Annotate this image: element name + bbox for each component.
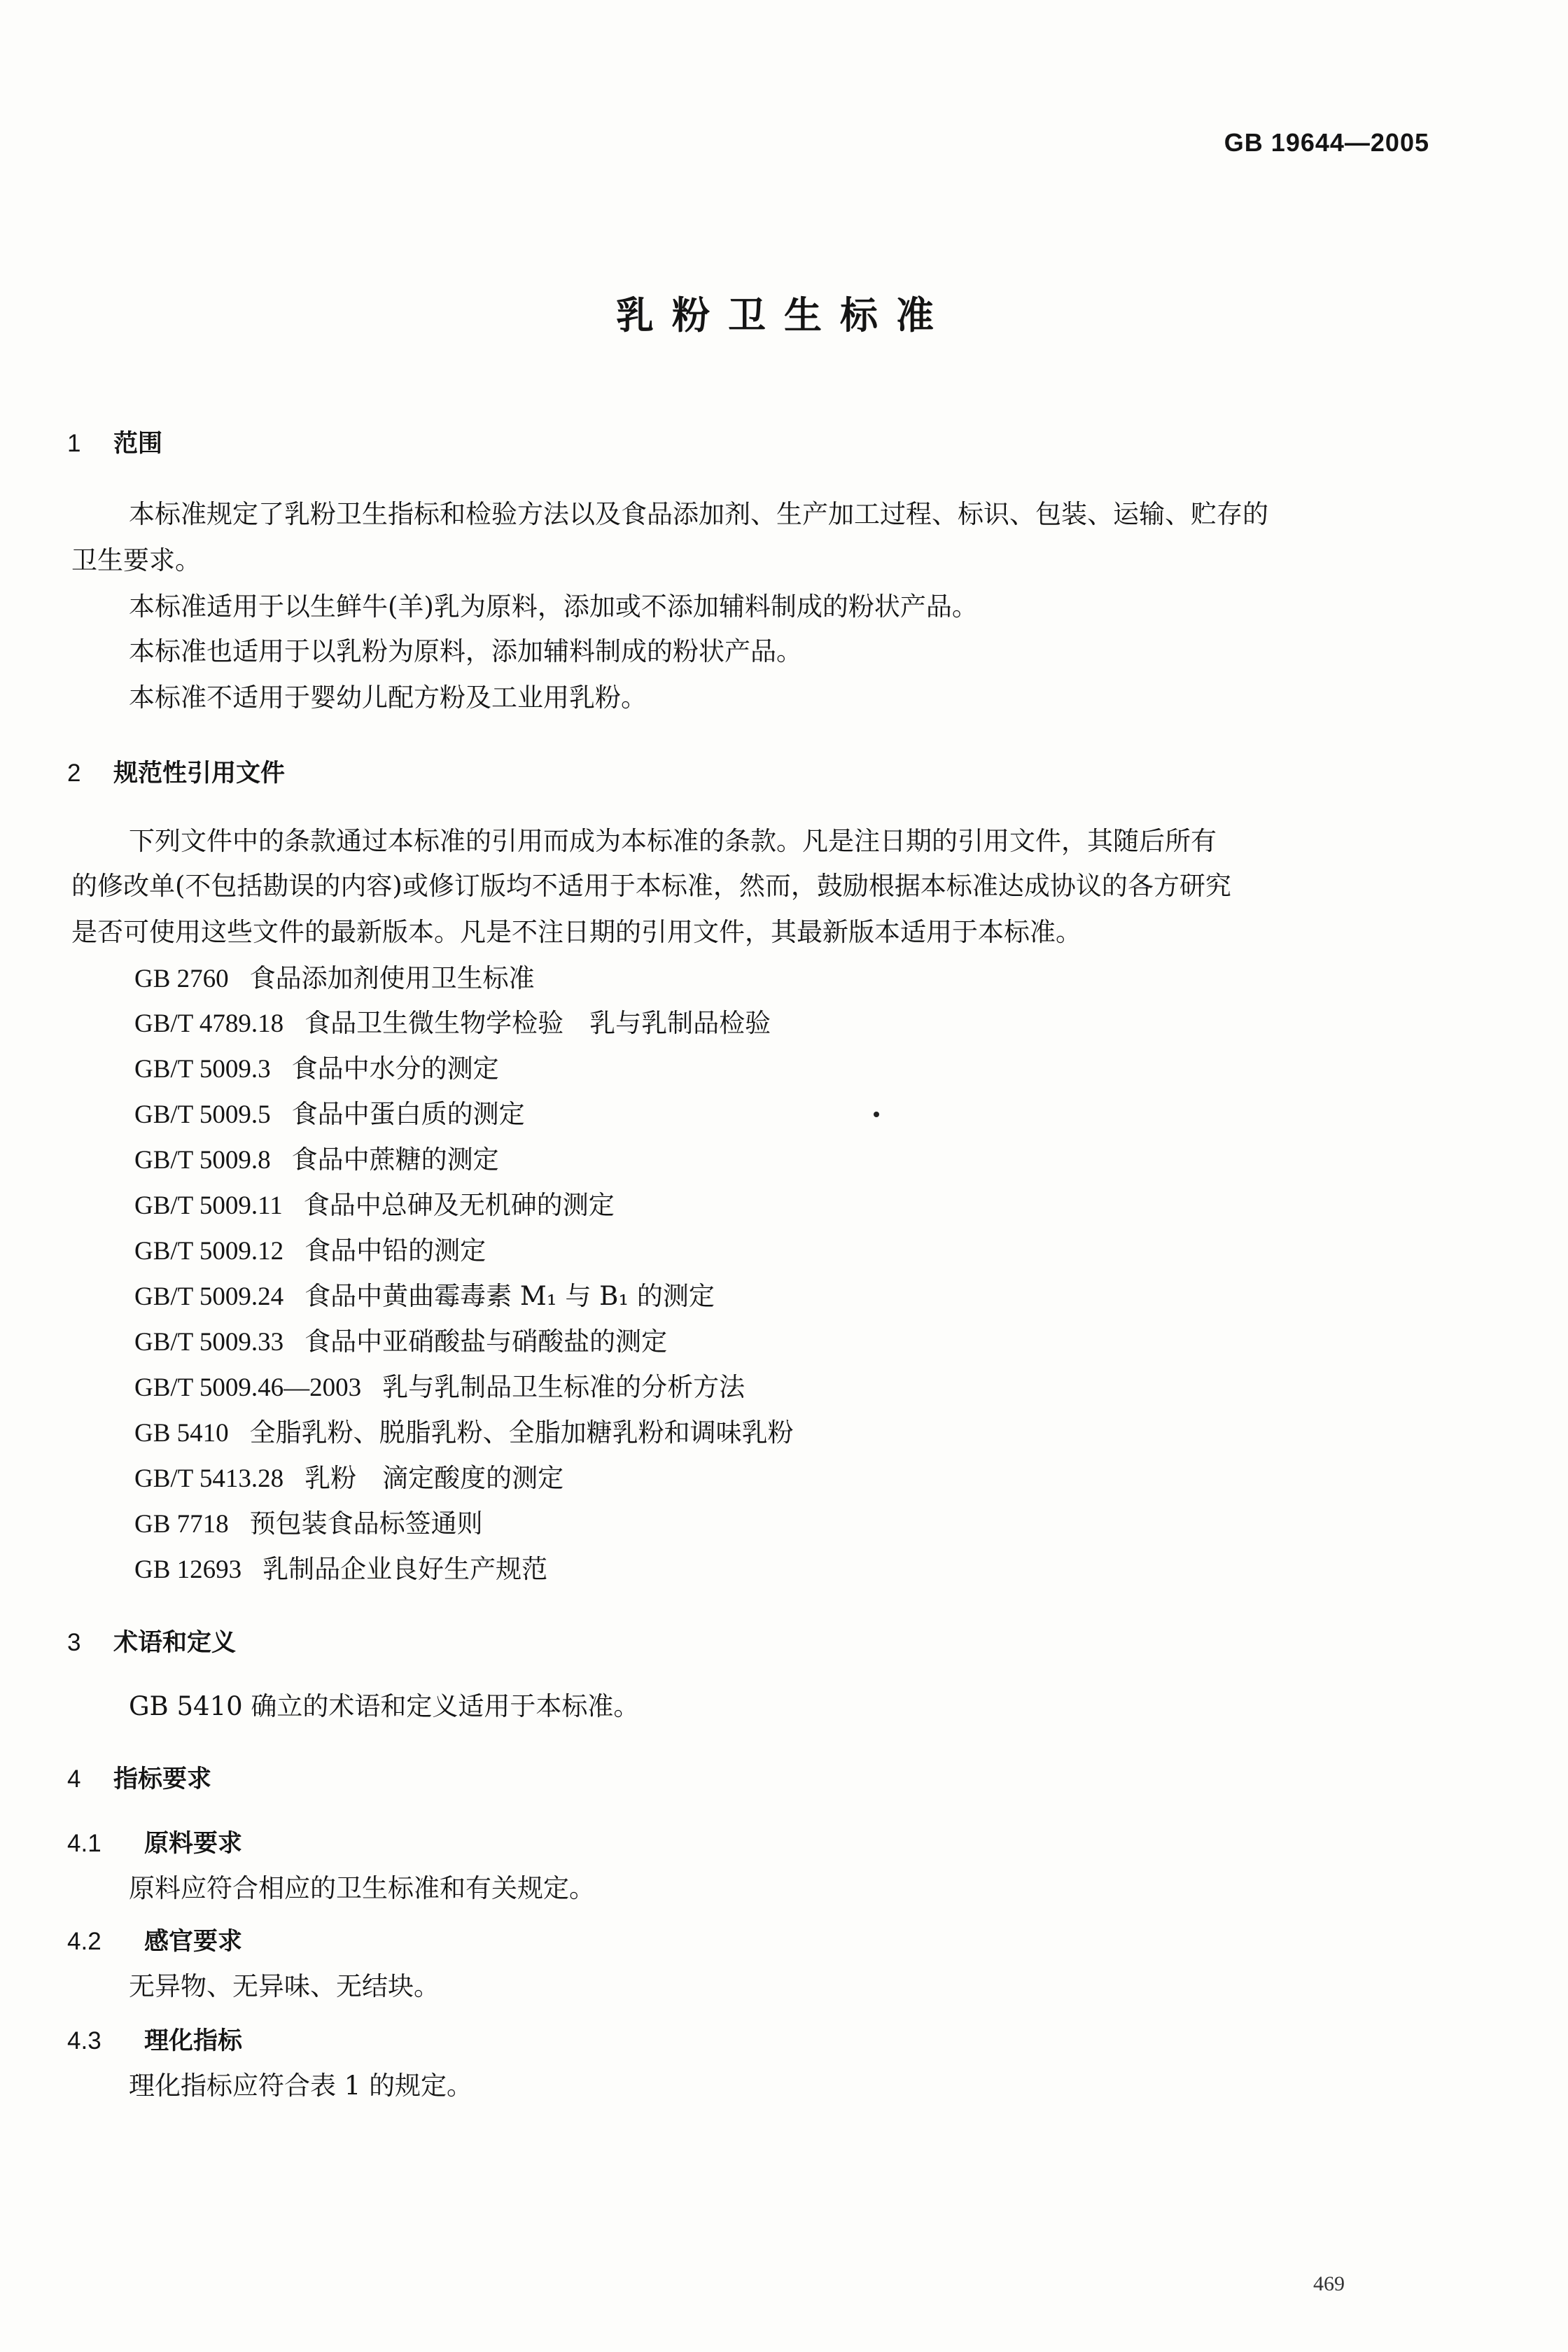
reference-item (134, 1183, 615, 1228)
scan-speck (874, 1112, 879, 1117)
document-title: 乳粉卫生标准 (616, 293, 952, 337)
paragraph: 原料应符合相应的卫生标准和有关规定。 (129, 1873, 595, 1903)
section-number: 1 (67, 430, 81, 457)
reference-code: GB 12693 (134, 1555, 242, 1584)
reference-item (134, 1365, 745, 1410)
reference-item (134, 1410, 794, 1456)
reference-code: GB/T 5009.33 (134, 1328, 284, 1357)
subsection-title: 感官要求 (144, 1928, 243, 1956)
reference-title: 食品中水分的测定 (291, 1054, 499, 1084)
reference-item (134, 1320, 667, 1365)
section-number: 4 (67, 1765, 81, 1793)
section-3-heading (67, 1628, 236, 1658)
section-title: 术语和定义 (113, 1629, 237, 1657)
reference-title: 食品中亚硝酸盐与硝酸盐的测定 (304, 1326, 668, 1357)
reference-item (134, 956, 535, 1002)
section-title: 规范性引用文件 (113, 760, 286, 788)
reference-code: GB 7718 (134, 1510, 229, 1539)
standard-number: GB 19644—2005 (1224, 128, 1429, 157)
reference-item (134, 1502, 483, 1547)
paragraph: 本标准不适用于婴幼儿配方粉及工业用乳粉。 (129, 682, 647, 713)
paragraph: 本标准适用于以生鲜牛(羊)乳为原料，添加或不添加辅料制成的粉状产品。 (129, 592, 978, 622)
reference-title: 预包装食品标签通则 (249, 1508, 483, 1539)
reference-code: GB/T 4789.18 (134, 1009, 284, 1038)
section-4-heading (67, 1764, 211, 1795)
reference-title: 乳与乳制品卫生标准的分析方法 (382, 1372, 746, 1402)
reference-code: GB/T 5009.8 (134, 1146, 271, 1175)
page-number: 469 (1313, 2272, 1345, 2295)
paragraph: GB 5410 确立的术语和定义适用于本标准。 (129, 1691, 640, 1721)
reference-code: GB/T 5009.5 (134, 1100, 271, 1129)
reference-title: 食品卫生微生物学检验 乳与乳制品检验 (304, 1008, 771, 1038)
reference-item (134, 1547, 547, 1592)
reference-item (134, 1456, 564, 1502)
subsection-number: 4.2 (67, 1928, 102, 1955)
section-title: 范围 (113, 430, 163, 458)
subsection-number: 4.1 (67, 1830, 102, 1857)
reference-title: 食品添加剂使用卫生标准 (249, 963, 535, 993)
paragraph: 本标准规定了乳粉卫生指标和检验方法以及食品添加剂、生产加工过程、标识、包装、运输、贮存的 (129, 499, 1268, 529)
reference-item (134, 1046, 499, 1092)
section-number: 2 (67, 760, 81, 787)
reference-item (134, 1228, 486, 1274)
section-2-heading (67, 758, 285, 789)
reference-title: 食品中总砷及无机砷的测定 (303, 1190, 615, 1220)
reference-code: GB/T 5009.11 (134, 1191, 283, 1220)
paragraph: 下列文件中的条款通过本标准的引用而成为本标准的条款。凡是注日期的引用文件，其随后所有 (129, 826, 1217, 856)
section-title: 指标要求 (113, 1765, 212, 1793)
subsection-4-2-heading (67, 1926, 242, 1957)
reference-title: 食品中铅的测定 (304, 1236, 486, 1266)
paragraph: 本标准也适用于以乳粉为原料，添加辅料制成的粉状产品。 (129, 636, 802, 666)
paragraph: 理化指标应符合表 1 的规定。 (129, 2071, 473, 2101)
section-1-heading (67, 428, 162, 459)
reference-item (134, 1274, 715, 1320)
section-number: 3 (67, 1629, 81, 1656)
paragraph: 的修改单(不包括勘误的内容)或修订版均不适用于本标准，然而，鼓励根据本标准达成协议的各方研究 (71, 871, 1231, 901)
reference-title: 食品中黄曲霉毒素 M₁ 与 B₁ 的测定 (304, 1281, 715, 1311)
reference-title: 乳粉 滴定酸度的测定 (304, 1463, 564, 1493)
reference-item (134, 1001, 771, 1046)
reference-item (134, 1138, 499, 1183)
reference-code: GB 5410 (134, 1419, 229, 1448)
reference-code: GB/T 5009.12 (134, 1237, 284, 1266)
reference-code: GB/T 5009.24 (134, 1282, 284, 1311)
reference-code: GB/T 5009.46—2003 (134, 1373, 362, 1402)
subsection-title: 理化指标 (144, 2027, 243, 2055)
reference-title: 食品中蔗糖的测定 (291, 1144, 499, 1175)
subsection-number: 4.3 (67, 2027, 102, 2054)
reference-code: GB 2760 (134, 965, 229, 993)
reference-title: 全脂乳粉、脱脂乳粉、全脂加糖乳粉和调味乳粉 (249, 1418, 794, 1448)
subsection-4-1-heading (67, 1828, 242, 1859)
reference-code: GB/T 5413.28 (134, 1464, 284, 1493)
subsection-title: 原料要求 (144, 1830, 243, 1858)
subsection-4-3-heading (67, 2026, 242, 2057)
paragraph: 是否可使用这些文件的最新版本。凡是不注日期的引用文件，其最新版本适用于本标准。 (71, 917, 1082, 947)
reference-item (134, 1092, 525, 1138)
paragraph: 卫生要求。 (71, 545, 201, 575)
paragraph: 无异物、无异味、无结块。 (129, 1971, 440, 2001)
reference-title: 乳制品企业良好生产规范 (262, 1554, 548, 1584)
reference-title: 食品中蛋白质的测定 (291, 1099, 525, 1129)
reference-code: GB/T 5009.3 (134, 1055, 271, 1084)
